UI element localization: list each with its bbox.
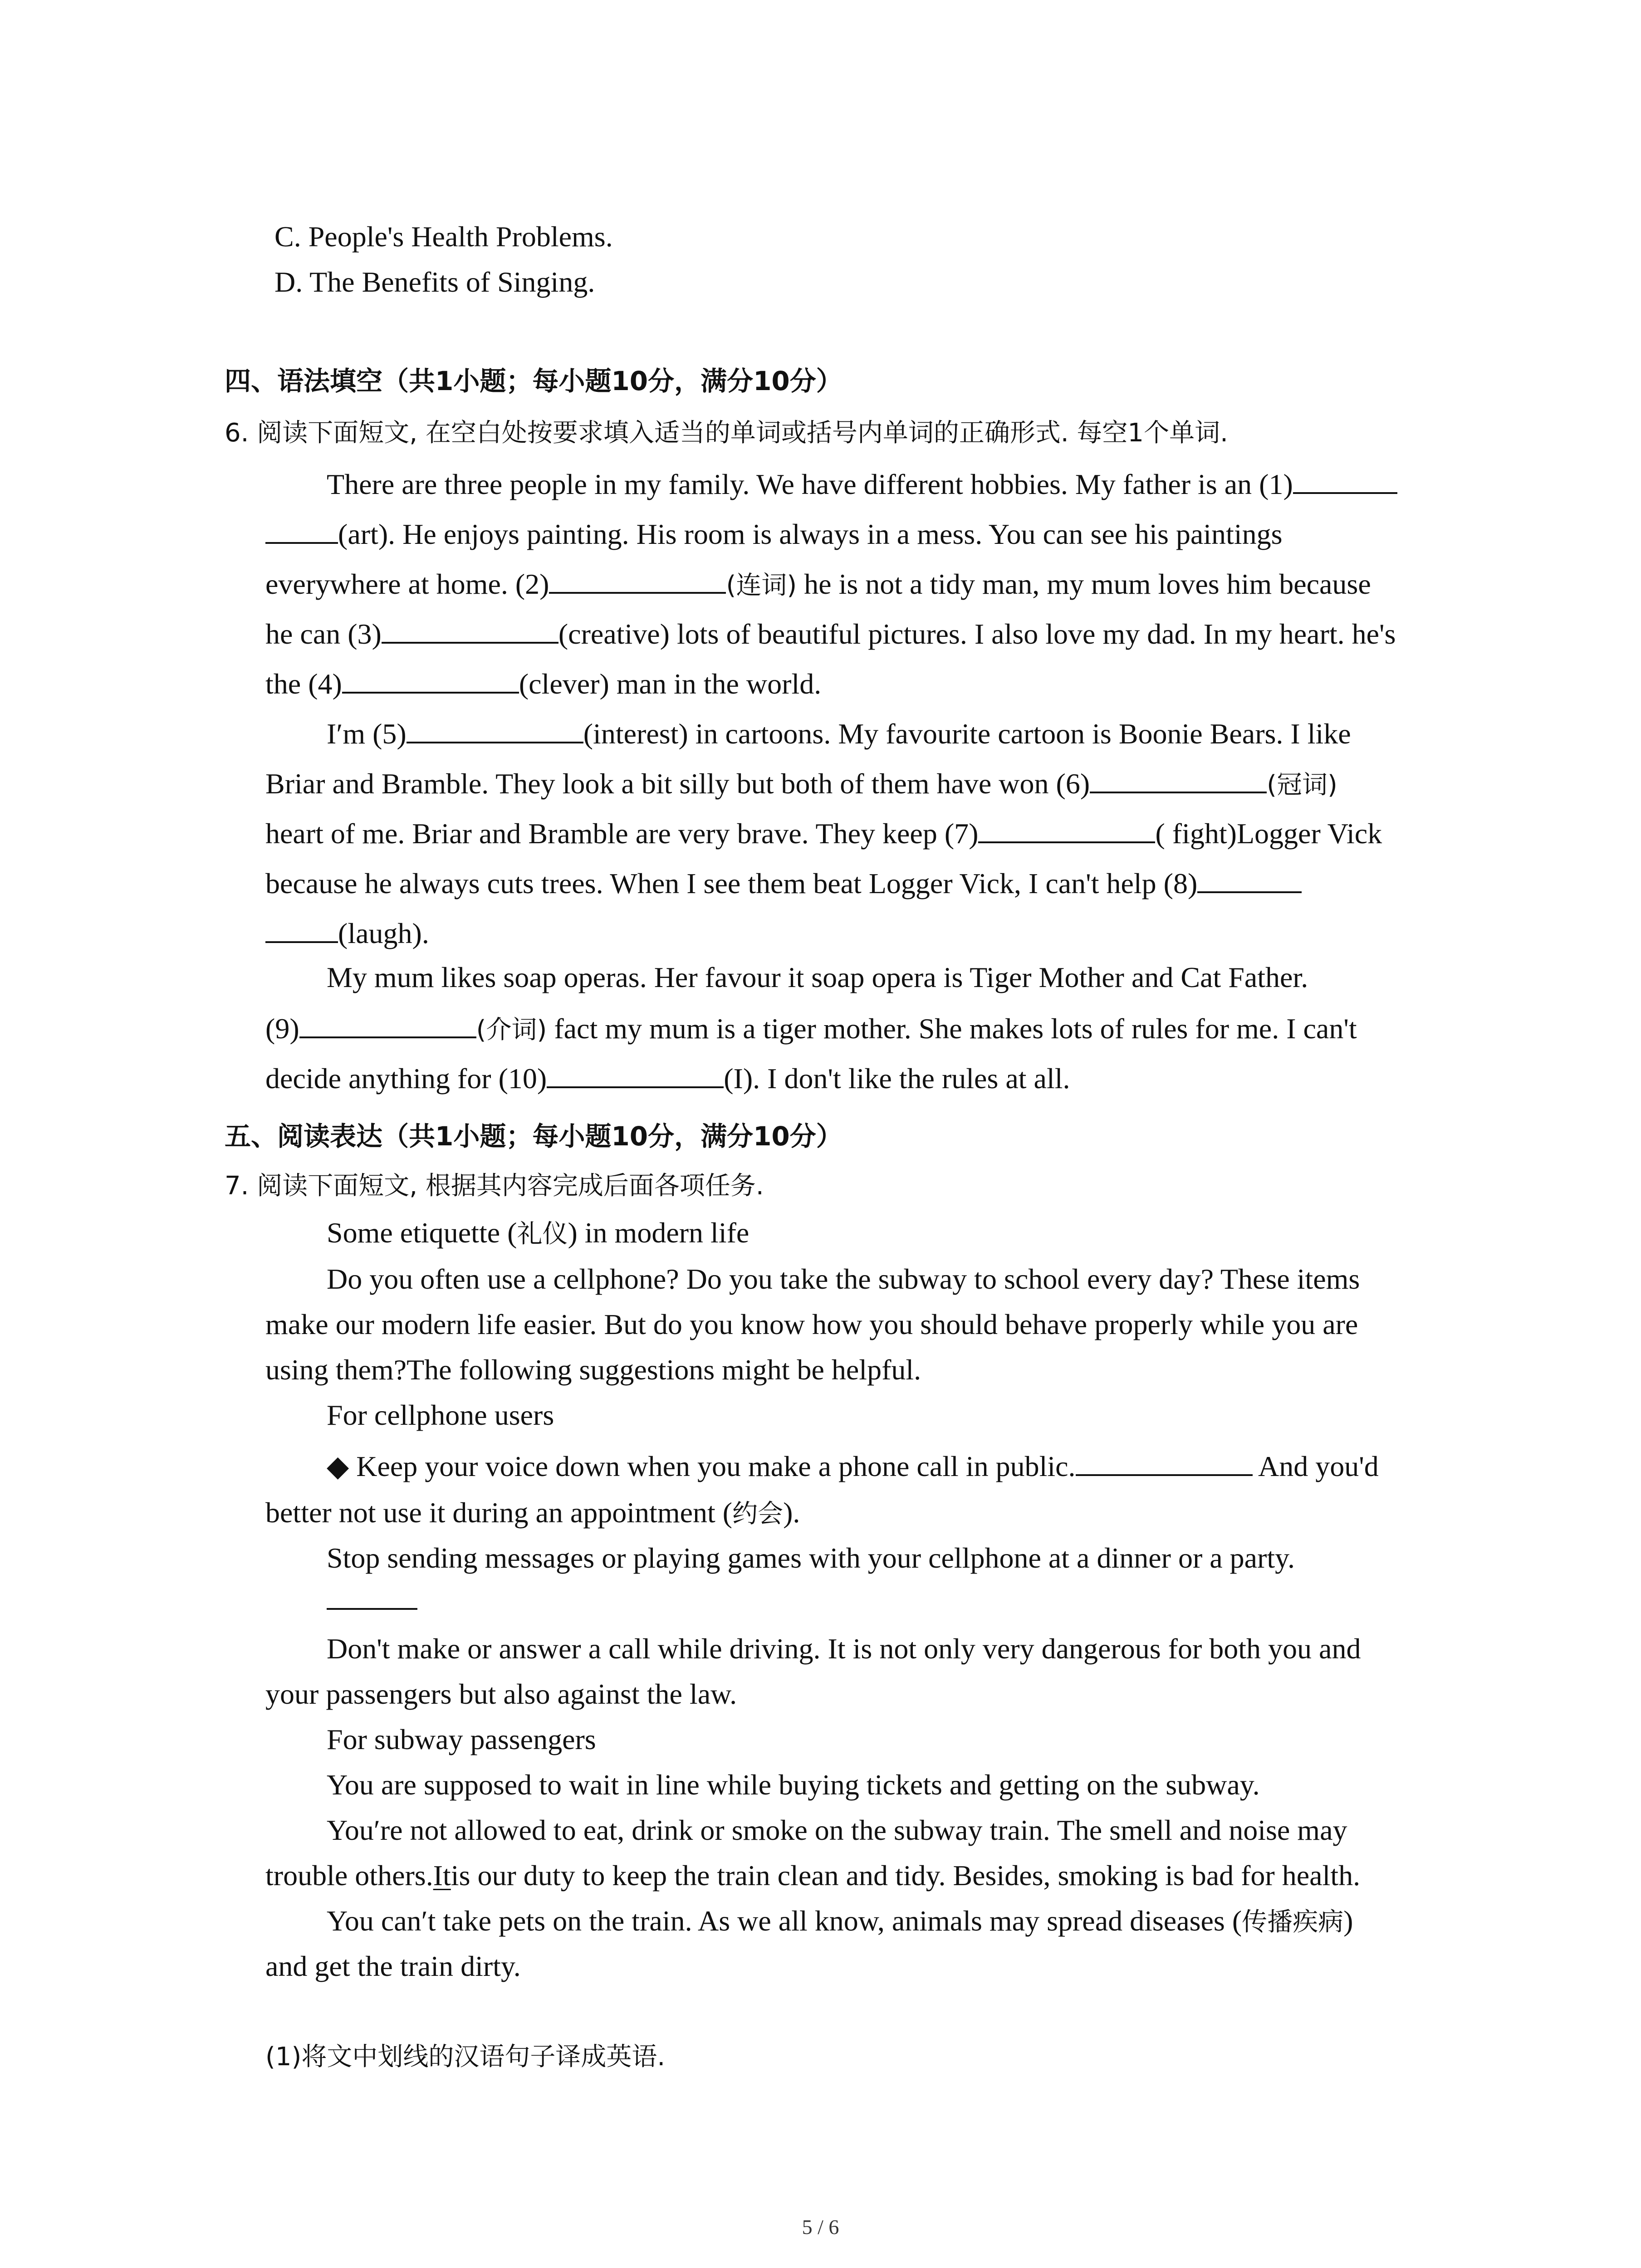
passage-line: You are supposed to wait in line while buying tickets and getting on the subway. — [327, 1769, 1260, 1801]
blank-5[interactable] — [407, 710, 583, 743]
subheading-subway: For subway passengers — [327, 1723, 596, 1755]
passage-line: Stop sending messages or playing games with your cellphone at a dinner or a party. — [327, 1542, 1295, 1574]
blank-8b[interactable] — [265, 909, 338, 943]
passage-line: make our modern life easier. But do you know how you should behave properly while you are — [265, 1308, 1358, 1340]
passage-line: Don't make or answer a call while driving. It is not only very dangerous for both you and — [327, 1633, 1361, 1665]
blank-8a[interactable] — [1197, 860, 1302, 893]
passage-line: You′re not allowed to eat, drink or smoke on the subway train. The smell and noise may — [327, 1814, 1347, 1846]
passage-title: Some etiquette (礼仪) in modern life — [327, 1217, 749, 1249]
underlined-sentence: It — [433, 1859, 451, 1892]
passage-line: ◆ Keep your voice down when you make a phone call in public. And you'd — [327, 1442, 1379, 1489]
blank-1b[interactable] — [265, 510, 338, 544]
section-5-heading: 五、阅读表达（共1小题；每小题10分，满分10分） — [225, 1121, 843, 1152]
passage-line: Briar and Bramble. They look a bit silly but both of them have won (6) (冠词) — [265, 760, 1337, 808]
passage-line: trouble others.Itis our duty to keep the train clean and tidy. Besides, smoking is bad for health. — [265, 1859, 1361, 1892]
passage-line: (art). He enjoys painting. His room is always in a mess. You can see his paintings — [265, 510, 1283, 557]
option-d: D. The Benefits of Singing. — [274, 266, 595, 298]
passage-line: and get the train dirty. — [265, 1950, 521, 1982]
passage-line: the (4) (clever) man in the world. — [265, 660, 821, 707]
passage-line: because he always cuts trees. When I see them beat Logger Vick, I can't help (8) — [265, 860, 1302, 906]
passage-line: everywhere at home. (2) (连词) he is not a tidy man, my mum loves him because — [265, 560, 1371, 608]
passage-line: You can′t take pets on the train. As we all know, animals may spread diseases (传播疾病) — [327, 1905, 1353, 1937]
subheading-cellphone: For cellphone users — [327, 1399, 554, 1431]
passage-line: I′m (5) (interest) in cartoons. My favourite cartoon is Boonie Bears. I like — [327, 710, 1351, 757]
passage-line: using them?The following suggestions might be helpful. — [265, 1354, 921, 1386]
passage-line: (9) (介词) fact my mum is a tiger mother. She makes lots of rules for me. I can't — [265, 1005, 1357, 1053]
passage-line: My mum likes soap operas. Her favour it soap opera is Tiger Mother and Cat Father. — [327, 961, 1308, 993]
passage-line: decide anything for (10) (I). I don't like the rules at all. — [265, 1055, 1070, 1101]
blank-1a[interactable] — [1293, 460, 1397, 494]
passage-line: Do you often use a cellphone? Do you take the subway to school every day? These items — [327, 1263, 1360, 1295]
task-1-instruction: (1)将文中划线的汉语句子译成英语. — [265, 2042, 666, 2072]
blank-7[interactable] — [978, 810, 1155, 843]
passage-line: heart of me. Briar and Bramble are very brave. They keep (7) ( fight)Logger Vick — [265, 810, 1382, 856]
question-7-instruction: 7. 阅读下面短文, 根据其内容完成后面各项任务. — [225, 1171, 764, 1201]
passage-line: (laugh). — [265, 909, 429, 956]
passage-line: he can (3) (creative) lots of beautiful pictures. I also love my dad. In my heart. he's — [265, 610, 1396, 657]
section-4-heading: 四、语法填空（共1小题；每小题10分，满分10分） — [225, 366, 843, 396]
blank-2[interactable] — [549, 560, 726, 594]
blank-9[interactable] — [299, 1005, 476, 1038]
page-number: 5 / 6 — [802, 2215, 839, 2239]
blank-6[interactable] — [1090, 760, 1267, 793]
blank-3[interactable] — [382, 610, 558, 644]
question-6-instruction: 6. 阅读下面短文, 在空白处按要求填入适当的单词或括号内单词的正确形式. 每空1个单词. — [225, 418, 1228, 448]
blank-4[interactable] — [342, 660, 519, 694]
passage-line: better not use it during an appointment (约会). — [265, 1496, 800, 1529]
option-c: C. People's Health Problems. — [274, 220, 613, 253]
blank-10[interactable] — [547, 1055, 724, 1088]
passage-line: your passengers but also against the law. — [265, 1678, 737, 1710]
blank-gap-1[interactable] — [1076, 1442, 1253, 1476]
passage-line — [327, 1576, 417, 1623]
blank-gap-2[interactable] — [327, 1576, 417, 1610]
passage-line: There are three people in my family. We have different hobbies. My father is an (1) — [327, 460, 1397, 507]
